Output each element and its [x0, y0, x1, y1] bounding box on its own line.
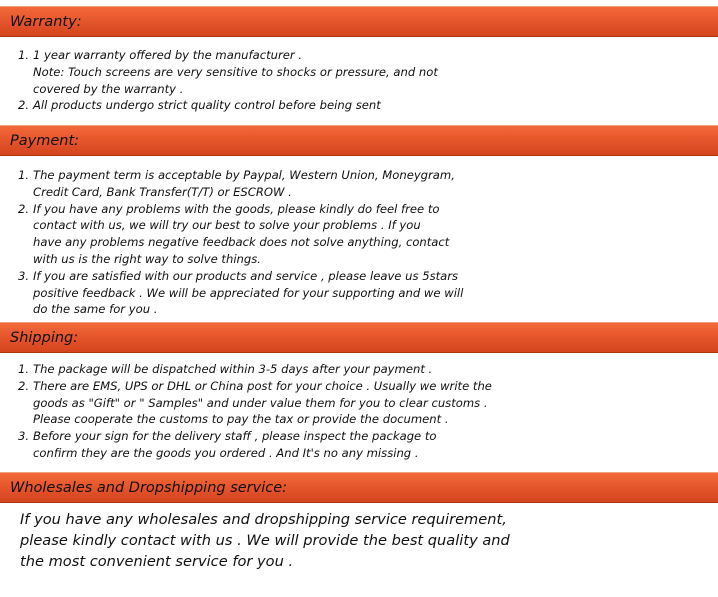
list-item — [18, 361, 492, 378]
payment-list — [18, 167, 463, 318]
wholesale-text — [20, 509, 510, 572]
wholesale-line: If you have any wholesales and dropshipping service requirement, — [20, 511, 507, 528]
item-line: contact with us, we will try our best to solve your problems . If you — [33, 218, 421, 233]
item-number: 3. — [18, 268, 30, 283]
item-line: Before your sign for the delivery staff , please inspect the package to — [33, 429, 437, 444]
shipping-header — [0, 322, 718, 353]
item-line: with us is the right way to solve things. — [33, 251, 261, 266]
payment-title: Payment: — [10, 133, 80, 149]
payment-header — [0, 125, 718, 156]
item-line: If you have any problems with the goods, please kindly do feel free to — [33, 201, 440, 216]
list-item — [18, 47, 438, 97]
wholesale-line: the most convenient service for you . — [20, 553, 294, 570]
item-line: 1 year warranty offered by the manufacturer . — [33, 48, 303, 62]
item-line: The payment term is acceptable by Paypal, Western Union, Moneygram, — [33, 168, 455, 182]
list-item — [18, 428, 492, 462]
warranty-title: Warranty: — [10, 14, 82, 30]
item-line: confirm they are the goods you ordered . And It's no any missing . — [33, 445, 419, 460]
item-line: Credit Card, Bank Transfer(T/T) or ESCROW . — [33, 184, 292, 199]
item-line: goods as "Gift" or " Samples" and under value them for you to clear customs . — [33, 395, 488, 410]
item-line: Please cooperate the customs to pay the tax or provide the document . — [33, 412, 449, 427]
item-line: Note: Touch screens are very sensitive to shocks or pressure, and not — [33, 64, 438, 79]
warranty-header — [0, 6, 718, 37]
wholesale-title: Wholesales and Dropshipping service: — [10, 480, 288, 496]
wholesale-line: please kindly contact with us . We will provide the best quality and — [20, 532, 510, 549]
list-item — [18, 201, 463, 268]
wholesale-header — [0, 472, 718, 503]
item-number: 1. — [18, 168, 30, 182]
list-item — [18, 97, 438, 114]
item-line: The package will be dispatched within 3-5 days after your payment . — [33, 362, 433, 376]
list-item — [18, 167, 463, 201]
item-number: 1. — [18, 362, 30, 376]
item-line: All products undergo strict quality control before being sent — [33, 98, 381, 113]
shipping-title: Shipping: — [10, 330, 79, 346]
item-number: 1. — [18, 48, 30, 62]
item-line: do the same for you . — [33, 302, 158, 317]
shipping-list — [18, 361, 492, 462]
item-number: 2. — [18, 378, 30, 393]
item-line: There are EMS, UPS or DHL or China post for your choice . Usually we write the — [33, 378, 492, 393]
list-item — [18, 378, 492, 428]
item-number: 2. — [18, 98, 30, 113]
list-item — [18, 268, 463, 318]
warranty-list — [18, 47, 438, 114]
item-line: have any problems negative feedback does not solve anything, contact — [33, 235, 450, 250]
item-line: positive feedback . We will be appreciated for your supporting and we will — [33, 285, 464, 300]
item-number: 3. — [18, 429, 30, 444]
item-number: 2. — [18, 201, 30, 216]
item-line: If you are satisfied with our products and service , please leave us 5stars — [33, 268, 459, 283]
item-line: covered by the warranty . — [33, 81, 184, 96]
